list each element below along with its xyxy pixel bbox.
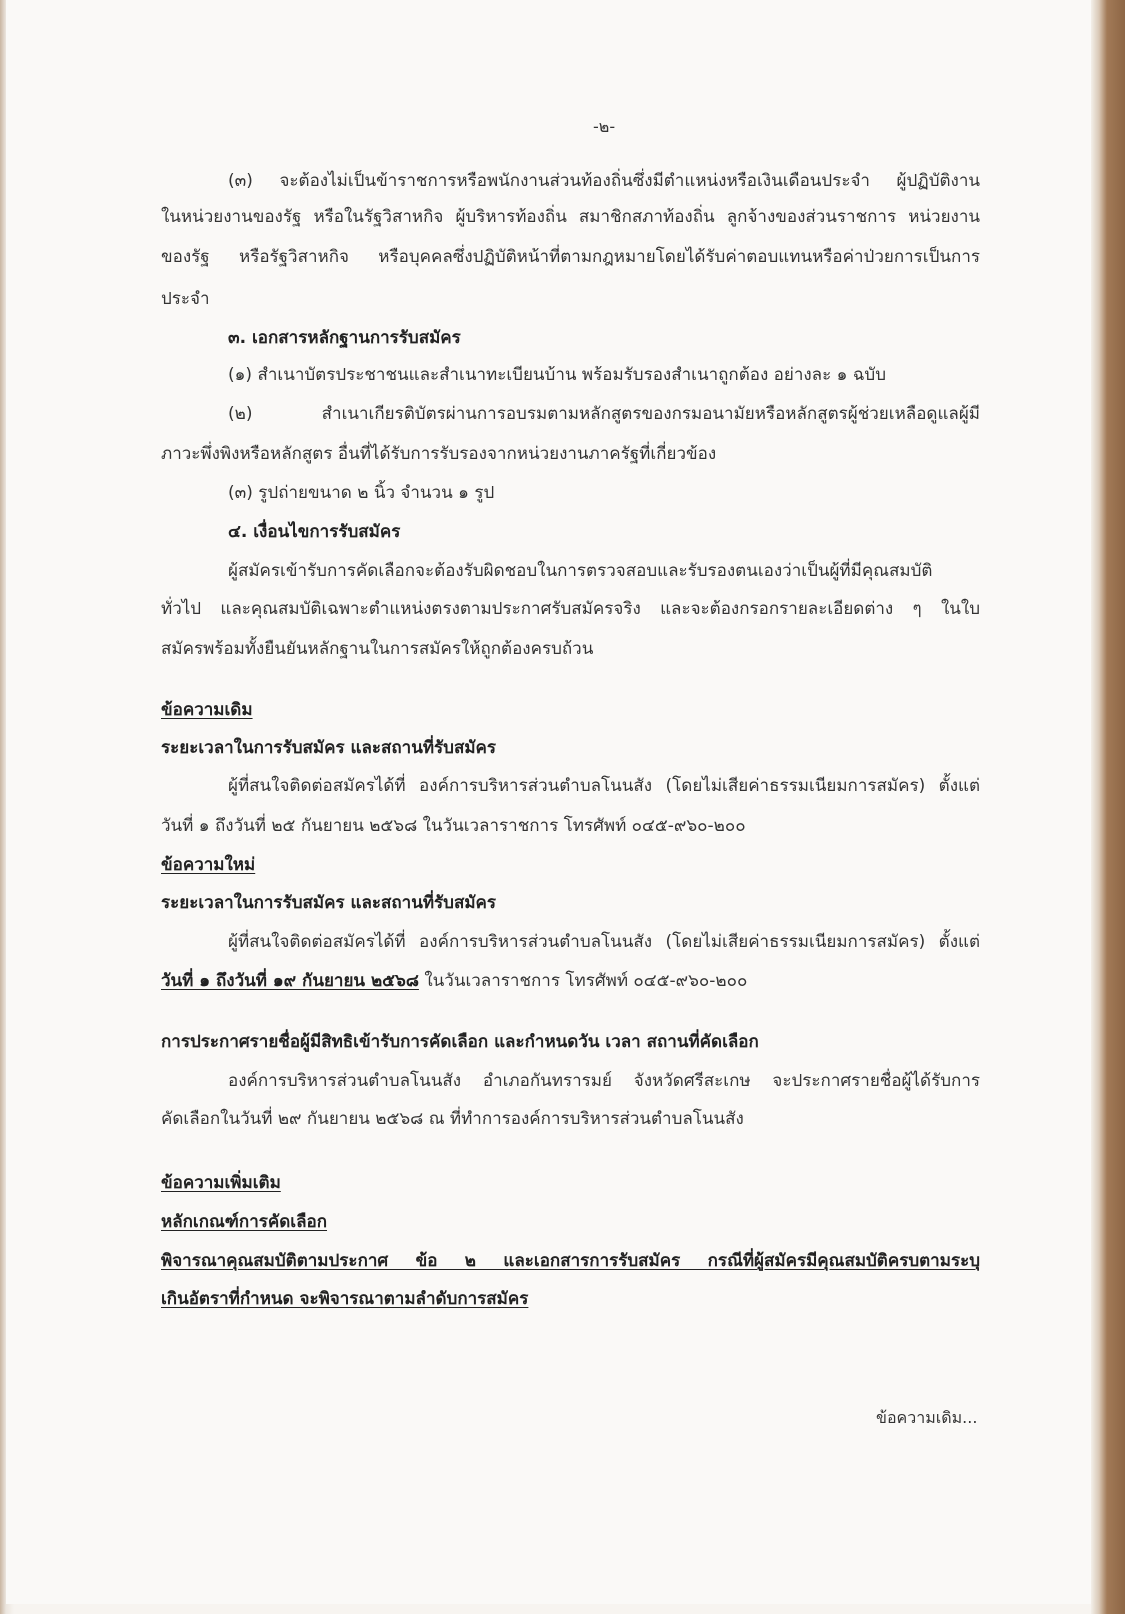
section-3-item-2-line-2: ภาวะพึ่งพิงหรือหลักสูตร อื่นที่ได้รับการรับรองจากหน่วยงานภาครัฐที่เกี่ยวข้อง [161,444,717,464]
new-period-dates: วันที่ ๑ ถึงวันที่ ๑๙ กันยายน ๒๕๖๘ [161,971,419,991]
document-page [6,0,1091,1604]
section-3-item-3: (๓) รูปถ่ายขนาด ๒ นิ้ว จำนวน ๑ รูป [228,483,495,503]
selection-criteria-line-1: พิจารณาคุณสมบัติตามประกาศ ข้อ ๒ และเอกสารการรับสมัคร กรณีที่ผู้สมัครมีคุณสมบัติครบตามระบุ [161,1251,980,1271]
section-4-line-2: ทั่วไป และคุณสมบัติเฉพาะตำแหน่งตรงตามประกาศรับสมัครจริง และจะต้องกรอกรายละเอียดต่าง ๆ ในใบ [161,599,980,619]
section-3-heading: ๓. เอกสารหลักฐานการรับสมัคร [228,328,461,348]
original-period-heading: ระยะเวลาในการรับสมัคร และสถานที่รับสมัคร [161,738,497,758]
new-period-heading: ระยะเวลาในการรับสมัคร และสถานที่รับสมัคร [161,893,497,913]
section-3-item-1: (๑) สำเนาบัตรประชาชนและสำเนาทะเบียนบ้าน พร้อมรับรองสำเนาถูกต้อง อย่างละ ๑ ฉบับ [228,365,886,385]
announcement-line-2: คัดเลือกในวันที่ ๒๙ กันยายน ๒๕๖๘ ณ ที่ทำการองค์การบริหารส่วนตำบลโนนสัง [161,1109,744,1129]
qualification-item-3-line-3: ของรัฐ หรือรัฐวิสาหกิจ หรือบุคคลซึ่งปฏิบัติหน้าที่ตามกฎหมายโดยได้รับค่าตอบแทนหรือค่าป่วยการเป็นการ [161,247,980,267]
qualification-item-3-line-4: ประจำ [161,289,210,309]
original-period-line-1: ผู้ที่สนใจติดต่อสมัครได้ที่ องค์การบริหารส่วนตำบลโนนสัง (โดยไม่เสียค่าธรรมเนียมการสมัคร) ตั้งแต่ [228,776,980,796]
selection-criteria-heading: หลักเกณฑ์การคัดเลือก [161,1212,328,1232]
section-4-line-1: ผู้สมัครเข้ารับการคัดเลือกจะต้องรับผิดชอบในการตรวจสอบและรับรองตนเองว่าเป็นผู้ที่มีคุณสมบัติ [228,561,933,581]
selection-criteria-line-2: เกินอัตราที่กำหนด จะพิจารณาตามลำดับการสมัคร [161,1289,529,1309]
announcement-line-1: องค์การบริหารส่วนตำบลโนนสัง อำเภอกันทรารมย์ จังหวัดศรีสะเกษ จะประกาศรายชื่อผู้ได้รับการ [228,1071,980,1091]
new-text-label: ข้อความใหม่ [161,855,256,875]
page-edge-shadow [1091,0,1125,1614]
announcement-heading: การประกาศรายชื่อผู้มีสิทธิเข้ารับการคัดเลือก และกำหนดวัน เวลา สถานที่คัดเลือก [161,1032,759,1052]
qualification-item-3-line-2: ในหน่วยงานของรัฐ หรือในรัฐวิสาหกิจ ผู้บริหารท้องถิ่น สมาชิกสภาท้องถิ่น ลูกจ้างของส่วนราชการ หน่วยงาน [161,207,980,227]
section-4-line-3: สมัครพร้อมทั้งยืนยันหลักฐานในการสมัครให้ถูกต้องครบถ้วน [161,639,594,659]
original-text-label: ข้อความเดิม [161,700,253,720]
original-period-line-2: วันที่ ๑ ถึงวันที่ ๒๕ กันยายน ๒๕๖๘ ในวันเวลาราชการ โทรศัพท์ ๐๔๕-๙๖๐-๒๐๐ [161,816,746,836]
qualification-item-3-line-1: (๓) จะต้องไม่เป็นข้าราชการหรือพนักงานส่วนท้องถิ่นซึ่งมีตำแหน่งหรือเงินเดือนประจำ ผู้ปฏิบัติงาน [228,171,980,191]
additional-text-label: ข้อความเพิ่มเติม [161,1173,281,1193]
new-period-line-2-rest: ในวันเวลาราชการ โทรศัพท์ ๐๔๕-๙๖๐-๒๐๐ [418,971,748,991]
new-period-line-1: ผู้ที่สนใจติดต่อสมัครได้ที่ องค์การบริหารส่วนตำบลโนนสัง (โดยไม่เสียค่าธรรมเนียมการสมัคร) ตั้งแต่ [228,932,980,952]
new-period-line-2 [161,970,747,992]
section-3-item-2-line-1: (๒) สำเนาเกียรติบัตรผ่านการอบรมตามหลักสูตรของกรมอนามัยหรือหลักสูตรผู้ช่วยเหลือดูแลผู้มี [228,404,980,424]
section-4-heading: ๔. เงื่อนไขการรับสมัคร [228,522,401,542]
continuation-marker: ข้อความเดิม... [876,1408,978,1427]
page-number: -๒- [593,117,616,136]
